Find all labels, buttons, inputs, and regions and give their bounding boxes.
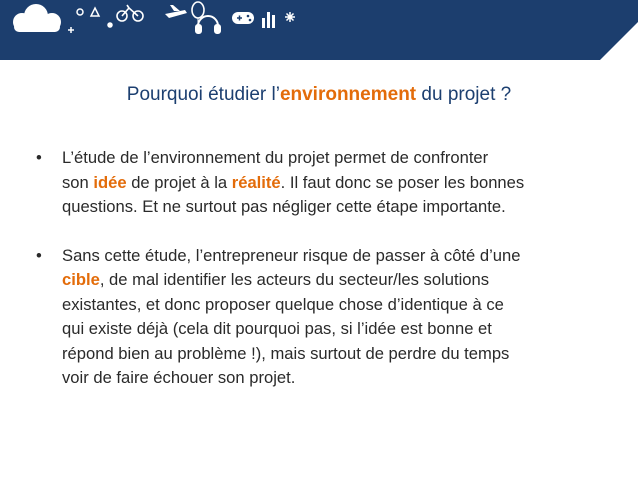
bullet-line (62, 317, 616, 342)
bullet-text: L’étude de l’environnement du projet permet de confronter (62, 148, 489, 167)
bullet-line (62, 268, 616, 293)
bullet-text: voir de faire échouer son projet. (62, 368, 296, 387)
bullet-text: existantes, et donc proposer quelque chose d’identique à ce (62, 294, 504, 314)
bullet-marker: • (36, 148, 42, 167)
slide-title (0, 84, 638, 106)
header-banner (0, 0, 638, 60)
bullet-line (62, 195, 616, 220)
bullet-item (36, 244, 616, 391)
bullet-list (36, 146, 616, 415)
title-text-before: Pourquoi étudier l’ (126, 84, 280, 105)
bullet-text: Sans cette étude, l’entrepreneur risque de passer à côté d’une (62, 245, 521, 265)
highlight-word: idée (93, 172, 127, 192)
bullet-line (62, 293, 616, 318)
title-highlight: environnement (279, 84, 417, 105)
bullet-line (62, 342, 616, 367)
bullet-text: questions. Et ne surtout pas négliger cette étape importante. (62, 197, 506, 216)
bullet-line (62, 146, 616, 171)
title-text-after: du projet ? (416, 84, 512, 105)
bullet-line (62, 244, 616, 269)
bullet-line (62, 366, 616, 391)
gamepad-icon (232, 12, 254, 24)
bullet-text: . Il faut donc se poser les bonnes (280, 172, 525, 192)
highlight-word: cible (62, 270, 100, 289)
highlight-word: réalité (231, 172, 281, 192)
bullet-text: répond bien au problème !), mais surtout de perdre du temps (62, 343, 510, 363)
bullet-text: qui existe déjà (cela dit pourquoi pas, si l’idée est bonne et (62, 319, 492, 338)
bullet-text: de projet à la (126, 172, 232, 192)
bullet-line (62, 171, 616, 196)
bullet-marker: • (36, 245, 42, 265)
bullet-text: son (62, 172, 94, 192)
snow-icon (285, 12, 295, 22)
bullet-item (36, 146, 616, 220)
bullet-text: , de mal identifier les acteurs du secteur/les solutions (99, 270, 490, 289)
